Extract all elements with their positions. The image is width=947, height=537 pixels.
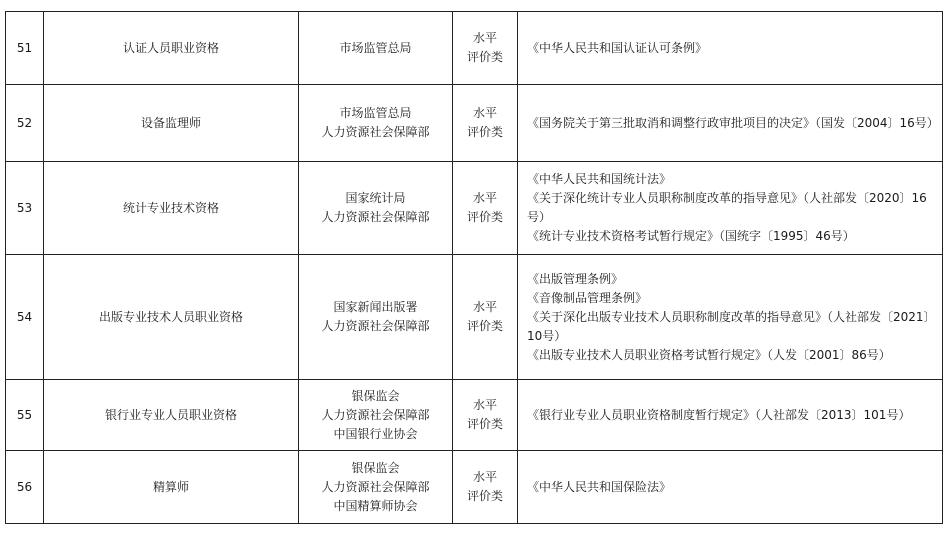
qualification-name: 出版专业技术人员职业资格 xyxy=(44,255,299,380)
department-line: 人力资源社会保障部 xyxy=(321,407,430,422)
qualification-name: 设备监理师 xyxy=(44,85,299,162)
legal-basis xyxy=(518,12,943,85)
legal-basis xyxy=(518,162,943,255)
type-line: 评价类 xyxy=(466,210,503,224)
table-row xyxy=(6,85,943,162)
table-row xyxy=(6,380,943,451)
basis-line: 《银行业专业人员职业资格制度暂行规定》（人社部发〔2013〕101号） xyxy=(527,407,911,422)
legal-basis xyxy=(518,85,943,162)
row-number: 51 xyxy=(6,12,44,85)
department-line: 中国精算师协会 xyxy=(333,498,418,513)
legal-basis xyxy=(518,380,943,451)
type-line: 评价类 xyxy=(466,125,503,139)
department-line: 国家统计局 xyxy=(345,191,406,205)
type-line: 评价类 xyxy=(466,319,503,333)
department-line: 人力资源社会保障部 xyxy=(321,479,430,494)
row-number: 52 xyxy=(6,85,44,162)
implementing-department xyxy=(299,12,453,85)
department-line: 人力资源社会保障部 xyxy=(321,210,430,224)
implementing-department xyxy=(299,255,453,380)
basis-line: 《出版专业技术人员职业资格考试暂行规定》（人发〔2001〕86号） xyxy=(527,347,891,362)
table-row xyxy=(6,162,943,255)
implementing-department xyxy=(299,162,453,255)
basis-line: 《中华人民共和国保险法》 xyxy=(527,479,672,494)
legal-basis xyxy=(518,255,943,380)
table-row xyxy=(6,12,943,85)
qualification-name: 统计专业技术资格 xyxy=(44,162,299,255)
qualification-type xyxy=(453,162,518,255)
row-number: 53 xyxy=(6,162,44,255)
table-row xyxy=(6,255,943,380)
qualification-name: 银行业专业人员职业资格 xyxy=(44,380,299,451)
implementing-department xyxy=(299,451,453,524)
basis-line: 《中华人民共和国统计法》 xyxy=(527,172,672,186)
department-line: 市场监管总局 xyxy=(339,40,412,55)
qualification-type xyxy=(453,451,518,524)
basis-line: 《国务院关于第三批取消和调整行政审批项目的决定》（国发〔2004〕16号） xyxy=(527,115,939,130)
basis-line: 《关于深化出版专业技术人员职称制度改革的指导意见》（人社部发〔2021〕10号） xyxy=(527,309,936,343)
row-number: 56 xyxy=(6,451,44,524)
basis-line: 《关于深化统计专业人员职称制度改革的指导意见》（人社部发〔2020〕16号） xyxy=(527,191,927,224)
qualification-table xyxy=(5,11,943,524)
type-line: 评价类 xyxy=(466,489,503,503)
type-line: 水平 xyxy=(472,31,497,45)
type-line: 水平 xyxy=(472,300,497,314)
row-number: 54 xyxy=(6,255,44,380)
qualification-type xyxy=(453,380,518,451)
row-number: 55 xyxy=(6,380,44,451)
department-line: 市场监管总局 xyxy=(339,106,412,120)
legal-basis xyxy=(518,451,943,524)
type-line: 水平 xyxy=(472,191,497,205)
department-line: 人力资源社会保障部 xyxy=(321,125,430,139)
qualification-type xyxy=(453,12,518,85)
department-line: 银保监会 xyxy=(351,388,400,403)
department-line: 人力资源社会保障部 xyxy=(321,319,430,333)
qualification-type xyxy=(453,85,518,162)
type-line: 水平 xyxy=(472,398,497,412)
basis-line: 《出版管理条例》 xyxy=(527,271,624,286)
basis-line: 《统计专业技术资格考试暂行规定》（国统字〔1995〕46号） xyxy=(527,229,855,243)
table-row xyxy=(6,451,943,524)
basis-line: 《音像制品管理条例》 xyxy=(527,290,648,305)
qualification-name: 精算师 xyxy=(44,451,299,524)
basis-line: 《中华人民共和国认证认可条例》 xyxy=(527,40,708,55)
type-line: 水平 xyxy=(472,470,497,484)
qualification-name: 认证人员职业资格 xyxy=(44,12,299,85)
type-line: 评价类 xyxy=(466,50,503,64)
department-line: 银保监会 xyxy=(351,460,400,475)
implementing-department xyxy=(299,380,453,451)
department-line: 中国银行业协会 xyxy=(333,426,418,441)
department-line: 国家新闻出版署 xyxy=(333,300,418,314)
type-line: 水平 xyxy=(472,106,497,120)
qualification-type xyxy=(453,255,518,380)
type-line: 评价类 xyxy=(466,417,503,431)
implementing-department xyxy=(299,85,453,162)
